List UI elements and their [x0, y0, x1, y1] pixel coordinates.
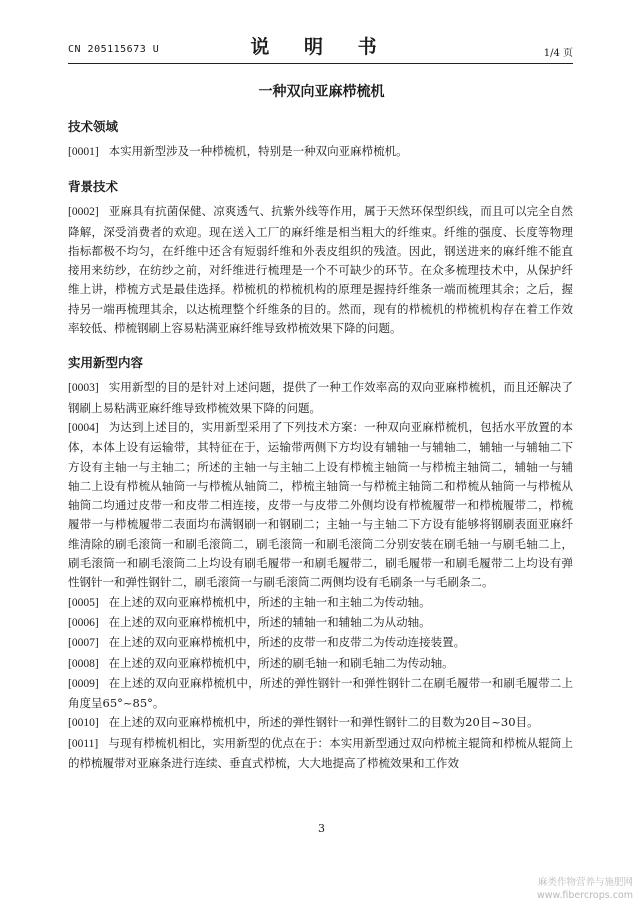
publication-number: CN 205115673 U [68, 44, 160, 55]
document-type-title: 说 明 书 [250, 36, 391, 58]
paragraph [68, 654, 573, 674]
paragraph [68, 674, 573, 714]
paragraph-text: 在上述的双向亚麻栉梳机中，所述的弹性钢针一和弹性钢针二的目数为20目~30目。 [108, 715, 539, 730]
document-body [68, 118, 573, 773]
section-heading: 背景技术 [68, 179, 119, 195]
paragraph-text: 在上述的双向亚麻栉梳机中，所述的主轴一和主轴二为传动轴。 [108, 594, 431, 609]
paragraph-number: [0003] [68, 382, 99, 395]
paragraph-text: 为达到上述目的，实用新型采用了下列技术方案：一种双向亚麻栉梳机，包括水平放置的本体，本体上设有运输带，其特征在于，运输带两侧下方均设有辅轴一与辅轴二，辅轴一与辅轴二下方设有主轴一与主轴二；所述的主轴一与主轴二上设有栉梳主轴筒一与栉梳主轴筒二，辅轴一与辅轴二上设有栉梳从轴筒一与栉梳从轴筒二，栉梳主轴筒一与栉梳主轴筒二和栉梳从轴筒一与栉梳从轴筒二均通过皮带一和皮带二相连接，皮带一与皮带二外侧均设有栉梳履带一和栉梳履带二，栉梳履带一与栉梳履带二表面均布满钢刷一和钢刷二；主轴一与主轴二下方设有能够将钢刷表面亚麻纤维清除的刷毛滚筒一和刷毛滚筒二，刷毛滚筒一和刷毛滚筒二分别安装在刷毛轴一与刷毛轴二上，刷毛滚筒一和刷毛滚筒二上均设有刷毛履带一和刷毛履带二，刷毛履带一和刷毛履带二上均设有弹性钢针一和弹性钢针二，刷毛滚筒一与刷毛滚筒二两侧均设有毛刷条一与毛刷条二。 [68, 419, 573, 590]
paragraph-text: 在上述的双向亚麻栉梳机中，所述的辅轴一和辅轴二为从动轴。 [108, 614, 431, 629]
paragraph [68, 142, 573, 162]
paragraph [68, 418, 573, 593]
paragraph-number: [0011] [68, 737, 99, 750]
paragraph [68, 713, 573, 733]
paragraph [68, 378, 573, 418]
paragraph [68, 202, 573, 338]
paragraph-number: [0002] [68, 206, 99, 219]
section-background [68, 178, 573, 338]
paragraph-text: 实用新型的目的是针对上述问题，提供了一种工作效率高的双向亚麻栉梳机，而且还解决了钢刷上易粘满亚麻纤维导致栉梳效果下降的问题。 [68, 380, 573, 415]
paragraph-number: [0007] [68, 637, 99, 650]
paragraph-number: [0010] [68, 717, 99, 730]
paragraph-number: [0001] [68, 146, 99, 158]
paragraph-text: 本实用新型涉及一种栉梳机，特别是一种双向亚麻栉梳机。 [108, 144, 408, 158]
watermark-site-name: 麻类作物营养与施肥网 [537, 877, 633, 888]
paragraph-text: 在上述的双向亚麻栉梳机中，所述的弹性钢针一和弹性钢针二在刷毛履带一和刷毛履带二上角度呈65°~85°。 [68, 675, 573, 711]
page-number: 3 [318, 822, 325, 835]
paragraph-number: [0009] [68, 677, 99, 690]
paragraph-text: 亚麻具有抗菌保健、凉爽透气、抗紫外线等作用，属于天然环保型织线，而且可以完全自然降解，深受消费者的欢迎。现在送入工厂的麻纤维是相当粗大的纤维束。纤维的强度、长度等物理指标都极不均匀，在纤维中还含有短弱纤维和外表皮组织的残渣。因此，钢送进来的麻纤维不能直接用来纺纱，在纺纱之前，对纤维进行梳理是一个不可缺少的环节。在众多梳理技术中，从保护纤维上讲，栉梳方式是最佳选择。栉梳机的栉梳机构的原理是握持纤维条一端而梳理其余；之后，握持另一端再梳理其余，以达梳理整个纤维条的目的。然而，现有的栉梳机的栉梳机构存在着工作效率较低、栉梳钢刷上容易粘满亚麻纤维导致栉梳效果下降的问题。 [68, 204, 573, 336]
paragraph [68, 613, 573, 633]
section-summary [68, 354, 573, 773]
section-heading: 技术领域 [68, 119, 119, 134]
paragraph-number: [0004] [68, 421, 99, 434]
patent-title: 一种双向亚麻栉梳机 [258, 84, 385, 100]
watermark-url: www.fibercrops.com [536, 890, 633, 901]
paragraph-text: 在上述的双向亚麻栉梳机中，所述的刷毛轴一和刷毛轴二为传动轴。 [108, 655, 454, 670]
paragraph-number: [0005] [68, 596, 99, 609]
header-rule [68, 63, 573, 64]
paragraph [68, 593, 573, 613]
paragraph-number: [0008] [68, 657, 99, 670]
site-watermark [537, 876, 633, 902]
paragraph [68, 633, 573, 653]
paragraph-text: 与现有栉梳机相比，实用新型的优点在于：本实用新型通过双向栉梳主辊筒和栉梳从辊筒上的栉梳履带对亚麻条进行连续、垂直式栉梳，大大地提高了栉梳效果和工作效 [68, 735, 573, 771]
page-header [68, 30, 573, 64]
paragraph [68, 734, 573, 774]
paragraph-number: [0006] [68, 616, 99, 629]
section-technical-field [68, 118, 573, 162]
page-indicator: 1/4 页 [543, 48, 573, 59]
section-heading: 实用新型内容 [68, 355, 144, 371]
paragraph-text: 在上述的双向亚麻栉梳机中，所述的皮带一和皮带二为传动连接装置。 [108, 635, 466, 650]
